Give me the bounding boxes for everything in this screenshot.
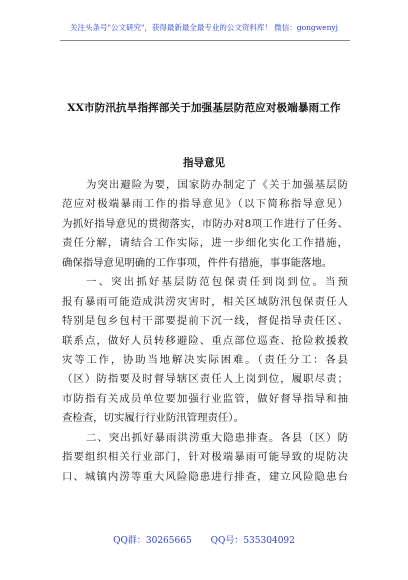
body-line: 市防指有关成员单位要加强行业监管，做好督导指导和抽 bbox=[62, 392, 348, 405]
body-line: 责任分解，请结合工作实际，进一步细化实化工作措施， bbox=[62, 237, 348, 250]
header-divider bbox=[60, 40, 350, 41]
body-line: 口、城镇内涝等重大风险隐患进行排查，建立风险隐患台 bbox=[62, 470, 348, 483]
footer-qq-group: QQ群：30265665 bbox=[113, 536, 192, 546]
body-line: 特别是包乡包村干部要提前下沉一线，督促指导责任区、 bbox=[62, 315, 348, 328]
document-body bbox=[62, 176, 348, 487]
body-line: 确保指导意见明确的工作事项，件件有措施，事事能落地。 bbox=[62, 256, 333, 269]
header-banner: 关注头条号"公文研究"，获得最新最全最专业的公文资料库！ 微信：gongwenyj bbox=[70, 23, 338, 32]
body-line: 灾等工作，协助当地解决实际困难。（责任分工：各县 bbox=[62, 353, 348, 366]
body-line: （区）防指要及时督导辖区责任人上岗到位，履职尽责； bbox=[62, 373, 348, 386]
document-subtitle: 指导意见 bbox=[183, 157, 225, 169]
body-line: 指要组织相关行业部门，针对极端暴雨可能导致的堤防决 bbox=[62, 451, 348, 464]
body-line: 查检查，切实履行行业防汛管理责任）。 bbox=[62, 412, 244, 425]
body-line: 二、突出抓好暴雨洪涝重大隐患排查。各县（区）防 bbox=[86, 431, 348, 444]
footer-qq-number: QQ号：535304092 bbox=[210, 536, 295, 546]
document-title: XX市防汛抗旱指挥部关于加强基层防范应对极端暴雨工作 bbox=[67, 102, 341, 114]
body-line: 报有暴雨可能造成洪涝灾害时，相关区域防汛包保责任人 bbox=[62, 295, 348, 308]
body-line: 为抓好指导意见的贯彻落实，市防办对8项工作进行了任务、 bbox=[62, 217, 348, 230]
paragraph-section-1 bbox=[62, 273, 348, 429]
body-line: 为突出避险为要，国家防办制定了《关于加强基层防 bbox=[86, 179, 348, 191]
body-line: 一、突出抓好基层防范包保责任到岗到位。当预 bbox=[86, 276, 348, 289]
body-line: 范应对极端暴雨工作的指导意见》（以下简称指导意见） bbox=[62, 198, 348, 211]
paragraph-section-2 bbox=[62, 429, 348, 487]
paragraph-intro bbox=[62, 176, 348, 273]
body-line: 联系点，做好人员转移避险、重点部位巡查、抢险救援救 bbox=[62, 334, 348, 347]
footer-contact bbox=[0, 533, 408, 546]
